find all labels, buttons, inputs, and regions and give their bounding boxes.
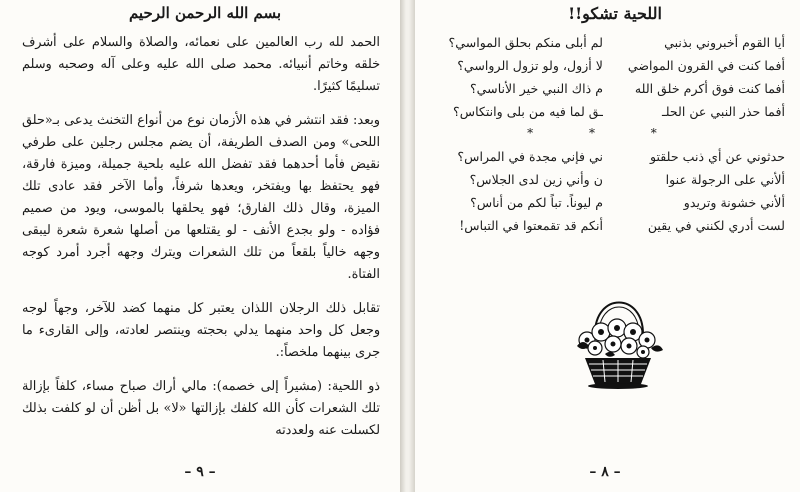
poem-verse <box>435 32 785 55</box>
verse-first-hemistich: ألأني على الرجولة عنوا <box>665 172 785 187</box>
poem-stanza-one <box>435 32 785 124</box>
poem-verse <box>435 192 785 215</box>
verse-first-hemistich: ألأني خشونة وتريدو <box>683 195 785 210</box>
book-gutter <box>400 0 415 492</box>
verse-second-hemistich: لم أبلى منكم بحلق المواسي؟ <box>448 35 603 50</box>
page-number: – ٩ – <box>184 464 216 480</box>
verse-first-hemistich: أفما كنت فوق أكرم خلق الله <box>634 81 785 96</box>
poem-verse <box>435 169 785 192</box>
verse-first-hemistich: أفما كنت في القرون المواضي <box>627 58 785 73</box>
verse-second-hemistich: ـق لما فيه من بلى وانتكاس؟ <box>453 104 603 119</box>
verse-second-hemistich: م ليوناً. تباً لكم من أناس؟ <box>470 195 603 210</box>
poem-verse <box>435 146 785 169</box>
paragraph: الحمد لله رب العالمين على نعمائه، والصلاة والسلام على أشرف خلقه وخاتم أنبيائه. محمد صلى الله عليه وعلى آله وصحبه وسلم تسليمًا كثيرًا. <box>22 35 380 94</box>
poem-verse <box>435 55 785 78</box>
verse-second-hemistich: أنكم قد تقمعتوا في التباس! <box>459 218 603 233</box>
verse-first-hemistich: أيا القوم أخبروني بذنبي <box>664 35 785 50</box>
flower-basket-icon <box>565 282 670 392</box>
paragraph: ذو اللحية: (مشيراً إلى خصمه): مالي أراك صباح مساء، كلفاً بإزالة تلك الشعرات كأن الله كلفك بإزالتها «لا» بل أظن أن لو كلفت بذلك لكسلت عنه ولعددته <box>22 379 380 438</box>
verse-first-hemistich: لست أدري لكنني في يقين <box>647 218 785 233</box>
stanza-separator: * * * <box>527 126 683 140</box>
page-number: – ٨ – <box>589 464 621 480</box>
poem-verse <box>435 215 785 238</box>
page-eight-heading: اللحية تشكو!! <box>568 4 662 23</box>
paragraph: تقابل ذلك الرجلان اللذان يعتبر كل منهما كضد للآخر، وجهاً لوجه وجعل كل واحد منهما يدلي بحجته وينتصر لعادته، وإلى القارىء ما جرى بينهما ملخصاً:. <box>22 301 380 360</box>
page-eight <box>415 0 800 492</box>
paragraph: وبعد: فقد انتشر في هذه الأزمان نوع من أنواع التخنث يدعى بـ«حلق اللحى» ومن الصدف الطريفة، أن يضم مجلس رجلين على طرفي نقيض فأما أحدهما فقد تفضل الله عليه بلحية جميلة، وميزة فارقة، فهو يحتفظ بها ويفتخر، ويعدها شرفاً، وأما الآخر فقد عادى تلك الميزة، وقال ذلك الفارق؛ فهو يحلقها بالموسى، ويود من صميم فؤاده - ولو بجدع الأنف - لو يقتلعها من أصلها شعرة شعرة ليبقى وجهه خالياً بلقعاً من تلك الشعرات ويترك وجهه أجرد أمرد كوجه الفتاة. <box>22 113 380 282</box>
poem-stanza-two <box>435 146 785 238</box>
page-nine-body <box>22 32 380 446</box>
verse-second-hemistich: م ذاك النبي خير الأناسي؟ <box>469 81 603 96</box>
poem-verse <box>435 101 785 124</box>
verse-second-hemistich: لا أزول، ولو تزول الرواسي؟ <box>457 58 603 73</box>
verse-second-hemistich: ن وأني زين لدى الجلاس؟ <box>469 172 603 187</box>
poem-verse <box>435 78 785 101</box>
verse-first-hemistich: أفما حذر النبي عن الحلـ <box>662 104 785 119</box>
verse-second-hemistich: ني فإني مجدة في المراس؟ <box>457 149 603 164</box>
page-nine-heading: بسم الله الرحمن الرحيم <box>128 4 282 22</box>
verse-first-hemistich: حدثوني عن أي ذنب حلقتو <box>650 149 785 164</box>
